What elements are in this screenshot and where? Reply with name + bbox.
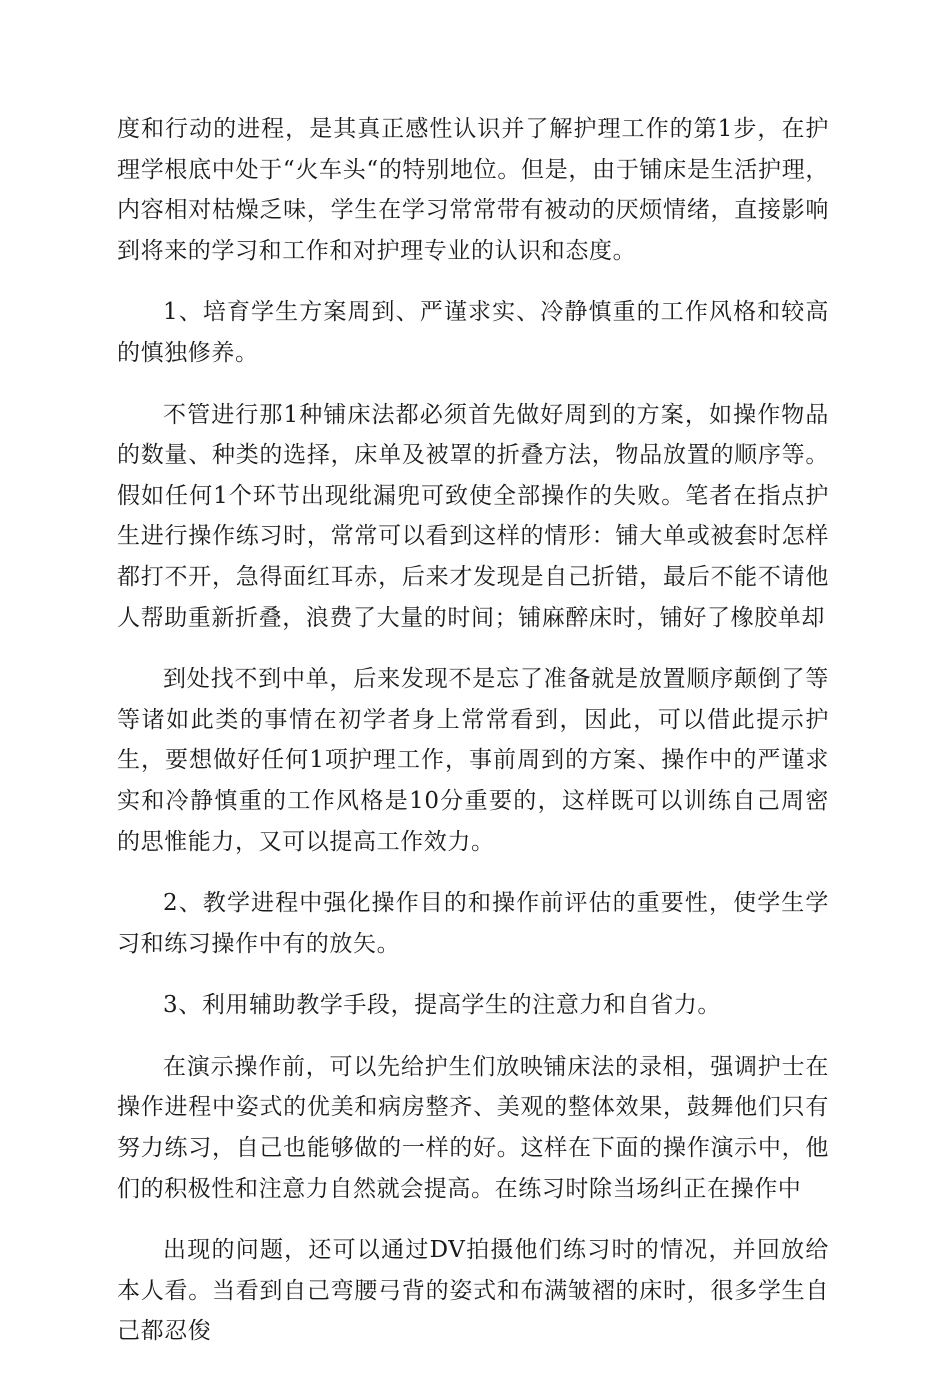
paragraph-2: 1、培育学生方案周到、严谨求实、冷静慎重的工作风格和较高的慎独修养。 xyxy=(117,299,829,366)
paragraph-1: 度和行动的进程，是其真正感性认识并了解护理工作的第1步，在护理学根底中处于“火车头“的特别地位。但是，由于铺床是生活护理，内容相对枯燥乏味，学生在学习常常带有被动的厌烦情绪，直接影响到将来的学习和工作和对护理专业的认识和态度。 xyxy=(117,116,829,264)
document-body xyxy=(117,109,829,1373)
paragraph-7: 在演示操作前，可以先给护生们放映铺床法的录相，强调护士在操作进程中姿式的优美和病房整齐、美观的整体效果，鼓舞他们只有努力练习，自己也能够做的一样的好。这样在下面的操作演示中，他们的积极性和注意力自然就会提高。在练习时除当场纠正在操作中 xyxy=(117,1053,829,1202)
paragraph-4: 到处找不到中单，后来发现不是忘了准备就是放置顺序颠倒了等等诸如此类的事情在初学者身上常常看到，因此，可以借此提示护生，要想做好任何1项护理工作，事前周到的方案、操作中的严谨求实和冷静慎重的工作风格是10分重要的，这样既可以训练自己周密的思惟能力，又可以提高工作效力。 xyxy=(117,666,829,855)
paragraph-5: 2、教学进程中强化操作目的和操作前评估的重要性，使学生学习和练习操作中有的放矢。 xyxy=(117,890,829,957)
paragraph-3: 不管进行那1种铺床法都必须首先做好周到的方案，如操作物品的数量、种类的选择，床单及被罩的折叠方法，物品放置的顺序等。假如任何1个环节出现纰漏兜可致使全部操作的失败。笔者在指点护生进行操作练习时，常常可以看到这样的情形：铺大单或被套时怎样都打不开，急得面红耳赤，后来才发现是自己折错，最后不能不请他人帮助重新折叠，浪费了大量的时间；铺麻醉床时，铺好了橡胶单却 xyxy=(117,401,829,631)
paragraph-8: 出现的问题，还可以通过DV拍摄他们练习时的情况，并回放给本人看。当看到自己弯腰弓背的姿式和布满皱褶的床时，很多学生自己都忍俊 xyxy=(117,1237,829,1345)
paragraph-6: 3、利用辅助教学手段，提高学生的注意力和自省力。 xyxy=(163,992,722,1019)
